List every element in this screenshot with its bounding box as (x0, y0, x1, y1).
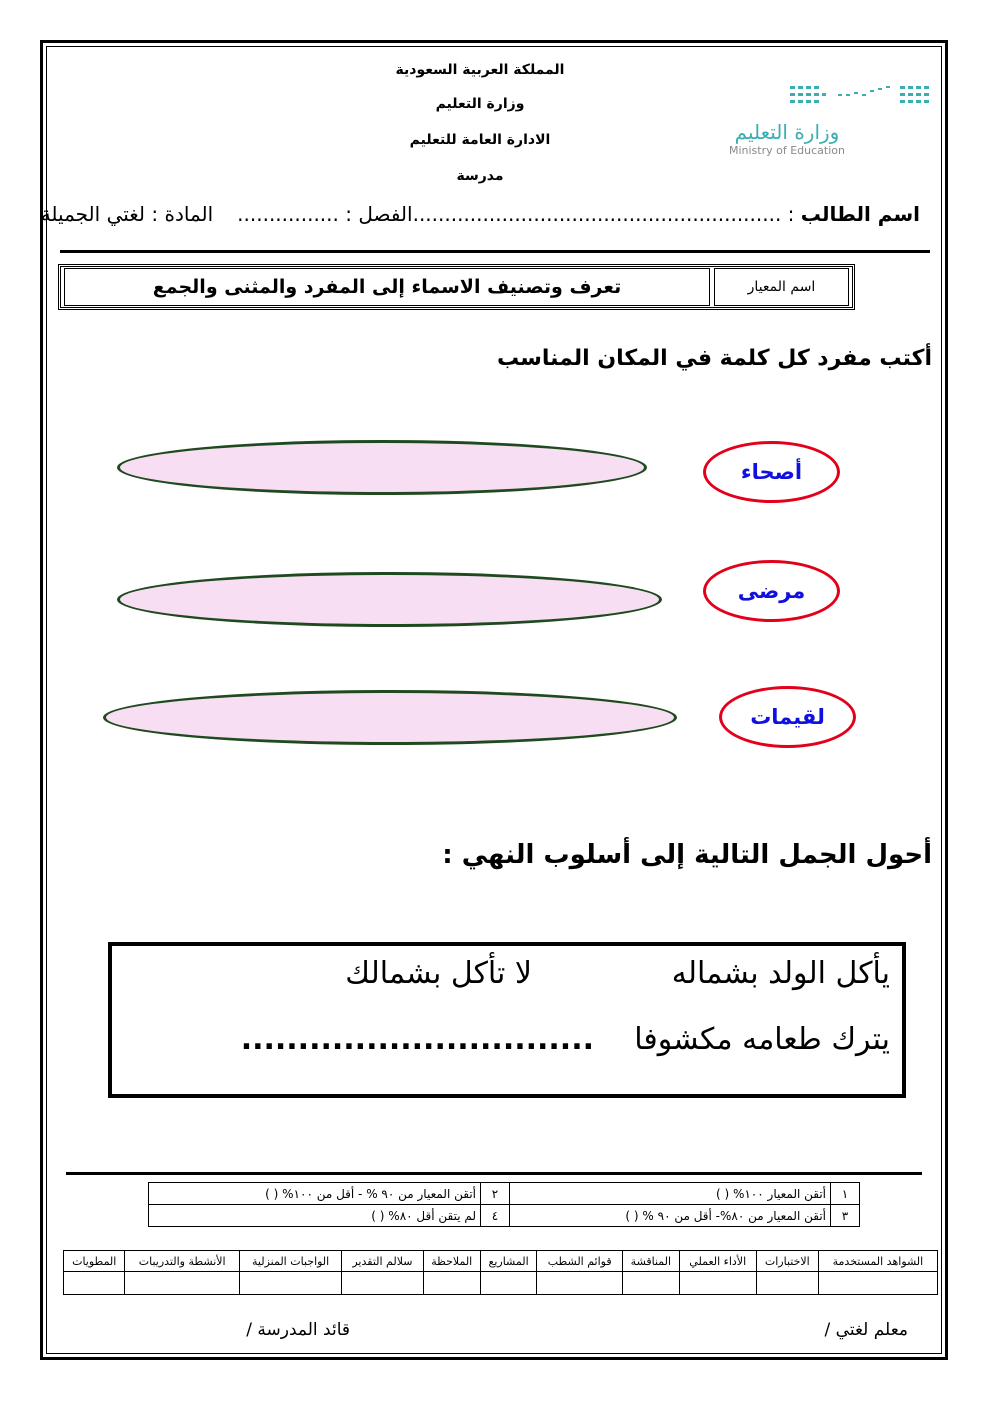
ministry-logo (712, 84, 936, 164)
evidence-cell[interactable] (342, 1272, 423, 1295)
evidence-header: الاختبارات (756, 1251, 818, 1272)
answer-oval-2[interactable] (117, 572, 662, 627)
evidence-cell[interactable] (818, 1272, 937, 1295)
sentence-1-answer: لا تأكل بشمالك (345, 956, 532, 991)
evidence-table (63, 1250, 938, 1295)
grade-number: ٣ (831, 1205, 860, 1227)
evidence-header: الأداء العملي (679, 1251, 756, 1272)
evidence-header: قوائم الشطب (537, 1251, 623, 1272)
header-kingdom: المملكة العربية السعودية (395, 62, 565, 78)
word-oval-2: مرضى (703, 560, 840, 622)
evidence-cell[interactable] (64, 1272, 125, 1295)
grade-number: ٢ (481, 1183, 510, 1205)
evidence-cell[interactable] (623, 1272, 680, 1295)
evidence-header: المشاريع (480, 1251, 536, 1272)
grade-option[interactable]: أتقن المعيار ١٠٠% ( ) (510, 1183, 831, 1205)
word-oval-3: لقيمات (719, 686, 856, 748)
evidence-header: الشواهد المستخدمة (818, 1251, 937, 1272)
evidence-check-row (64, 1272, 938, 1295)
question-1-text: أكتب مفرد كل كلمة في المكان المناسب (496, 346, 932, 371)
subject-label: المادة : لغتي الجميلة (40, 202, 214, 226)
grade-number: ٤ (481, 1205, 510, 1227)
header-school: مدرسة (456, 168, 504, 184)
student-name-field[interactable]: : ................. (673, 202, 801, 226)
evidence-cell[interactable] (423, 1272, 480, 1295)
evidence-header: المناقشة (623, 1251, 680, 1272)
logo-english-text: Ministry of Education (728, 144, 845, 157)
word-oval-1: أصحاء (703, 441, 840, 503)
grading-row (149, 1205, 860, 1227)
answer-oval-1[interactable] (117, 440, 647, 495)
evidence-header: الواجبات المنزلية (239, 1251, 341, 1272)
header-ministry: وزارة التعليم (435, 96, 525, 112)
header-divider (60, 250, 930, 253)
grade-option[interactable]: أتقن المعيار من ٩٠ % - أقل من ١٠٠% ( ) (149, 1183, 481, 1205)
evidence-cell[interactable] (480, 1272, 536, 1295)
sentence-2-answer-blank[interactable]: ............................... (240, 1022, 594, 1057)
evidence-cell[interactable] (679, 1272, 756, 1295)
class-field[interactable]: : ................ (237, 202, 359, 226)
evidence-cell[interactable] (537, 1272, 623, 1295)
sentence-2-given: يترك طعامه مكشوفا (634, 1022, 890, 1057)
student-name-label: اسم الطالب (800, 202, 920, 226)
answer-oval-3[interactable] (103, 690, 677, 745)
evidence-cell[interactable] (239, 1272, 341, 1295)
grade-option[interactable]: لم يتقن أقل ٨٠% ( ) (149, 1205, 481, 1227)
evidence-header: الأنشطة والتدريبات (125, 1251, 239, 1272)
evidence-header: الملاحظة (423, 1251, 480, 1272)
standard-label: اسم المعيار (714, 268, 849, 306)
class-label: الفصل (358, 202, 413, 226)
question-2-text: أحول الجمل التالية إلى أسلوب النهي : (442, 840, 932, 870)
class-dots: ......................................... (412, 202, 674, 226)
grade-option[interactable]: أتقن المعيار من ٨٠%- أقل من ٩٠ % ( ) (510, 1205, 831, 1227)
evidence-header: سلالم التقدير (342, 1251, 423, 1272)
principal-signature: قائد المدرسة / (246, 1320, 350, 1340)
evidence-header-row (64, 1251, 938, 1272)
grading-row (149, 1183, 860, 1205)
footer-divider (66, 1172, 922, 1175)
header-directorate: الادارة العامة للتعليم (409, 132, 551, 148)
evidence-cell[interactable] (125, 1272, 239, 1295)
grading-table (148, 1182, 860, 1227)
evidence-cell[interactable] (756, 1272, 818, 1295)
standard-title: تعرف وتصنيف الاسماء إلى المفرد والمثنى والجمع (64, 268, 710, 306)
sentence-1-given: يأكل الولد بشماله (671, 956, 890, 991)
logo-arabic-text: وزارة التعليم (734, 120, 840, 144)
teacher-signature: معلم لغتي / (824, 1320, 908, 1340)
grade-number: ١ (831, 1183, 860, 1205)
student-info-row (40, 202, 920, 232)
evidence-header: المطويات (64, 1251, 125, 1272)
